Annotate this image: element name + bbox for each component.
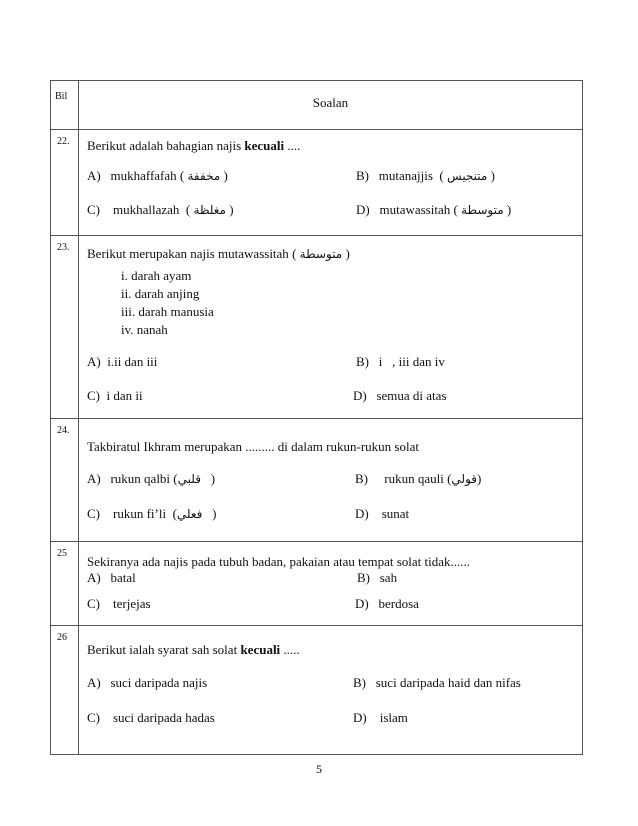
question-text: Berikut adalah bahagian najis kecuali .... <box>87 138 301 153</box>
sub-item: iii. darah manusia <box>121 304 214 319</box>
sub-item: i. darah ayam <box>121 268 192 283</box>
option-c[interactable]: C) mukhallazah ( مغلظة ) <box>87 202 234 217</box>
option-b[interactable]: B) sah <box>357 570 398 585</box>
option-b[interactable]: B) rukun qauli (قولي) <box>355 471 482 486</box>
sub-item: ii. darah anjing <box>121 286 200 301</box>
option-c[interactable]: C) rukun fi’li (فعلي ) <box>87 506 217 521</box>
option-b[interactable]: B) i , iii dan iv <box>356 354 445 369</box>
header-soalan: Soalan <box>79 81 583 130</box>
option-d[interactable]: D) islam <box>353 710 408 725</box>
option-a[interactable]: A) batal <box>87 570 136 585</box>
sub-item: iv. nanah <box>121 322 168 337</box>
option-a[interactable]: A) i.ii dan iii <box>87 354 158 369</box>
question-text: Takbiratul Ikhram merupakan ......... di dalam rukun-rukun solat <box>87 439 419 454</box>
option-d[interactable]: D) mutawassitah ( متوسطة ) <box>356 202 512 217</box>
table-row <box>51 626 583 755</box>
option-b[interactable]: B) suci daripada haid dan nifas <box>353 675 521 690</box>
question-number: 26 <box>51 626 79 755</box>
question-number: 23. <box>51 236 79 419</box>
table-row <box>51 542 583 626</box>
question-cell <box>79 236 583 419</box>
question-text: Berikut merupakan najis mutawassitah ( متوسطة ) <box>87 246 350 261</box>
question-cell <box>79 419 583 542</box>
table-header-row <box>51 81 583 130</box>
question-cell <box>79 626 583 755</box>
table-row <box>51 130 583 236</box>
question-text: Berikut ialah syarat sah solat kecuali ..... <box>87 642 300 657</box>
option-c[interactable]: C) suci daripada hadas <box>87 710 215 725</box>
option-a[interactable]: A) rukun qalbi (قلبي ) <box>87 471 216 486</box>
option-d[interactable]: D) semua di atas <box>353 388 447 403</box>
question-table <box>50 80 583 755</box>
option-c[interactable]: C) terjejas <box>87 596 151 611</box>
question-number: 24. <box>51 419 79 542</box>
option-a[interactable]: A) suci daripada najis <box>87 675 208 690</box>
option-d[interactable]: D) sunat <box>355 506 410 521</box>
table-row <box>51 236 583 419</box>
question-number: 22. <box>51 130 79 236</box>
question-cell <box>79 130 583 236</box>
option-c[interactable]: C) i dan ii <box>87 388 143 403</box>
question-cell <box>79 542 583 626</box>
option-d[interactable]: D) berdosa <box>355 596 419 611</box>
option-a[interactable]: A) mukhaffafah ( مخففة ) <box>87 168 228 183</box>
option-b[interactable]: B) mutanajjis ( متنجيس ) <box>356 168 495 183</box>
table-row <box>51 419 583 542</box>
page-number: 5 <box>316 762 322 776</box>
question-number: 25 <box>51 542 79 626</box>
header-bil: Bil <box>51 81 79 130</box>
question-text: Sekiranya ada najis pada tubuh badan, pakaian atau tempat solat tidak...... <box>87 554 471 569</box>
